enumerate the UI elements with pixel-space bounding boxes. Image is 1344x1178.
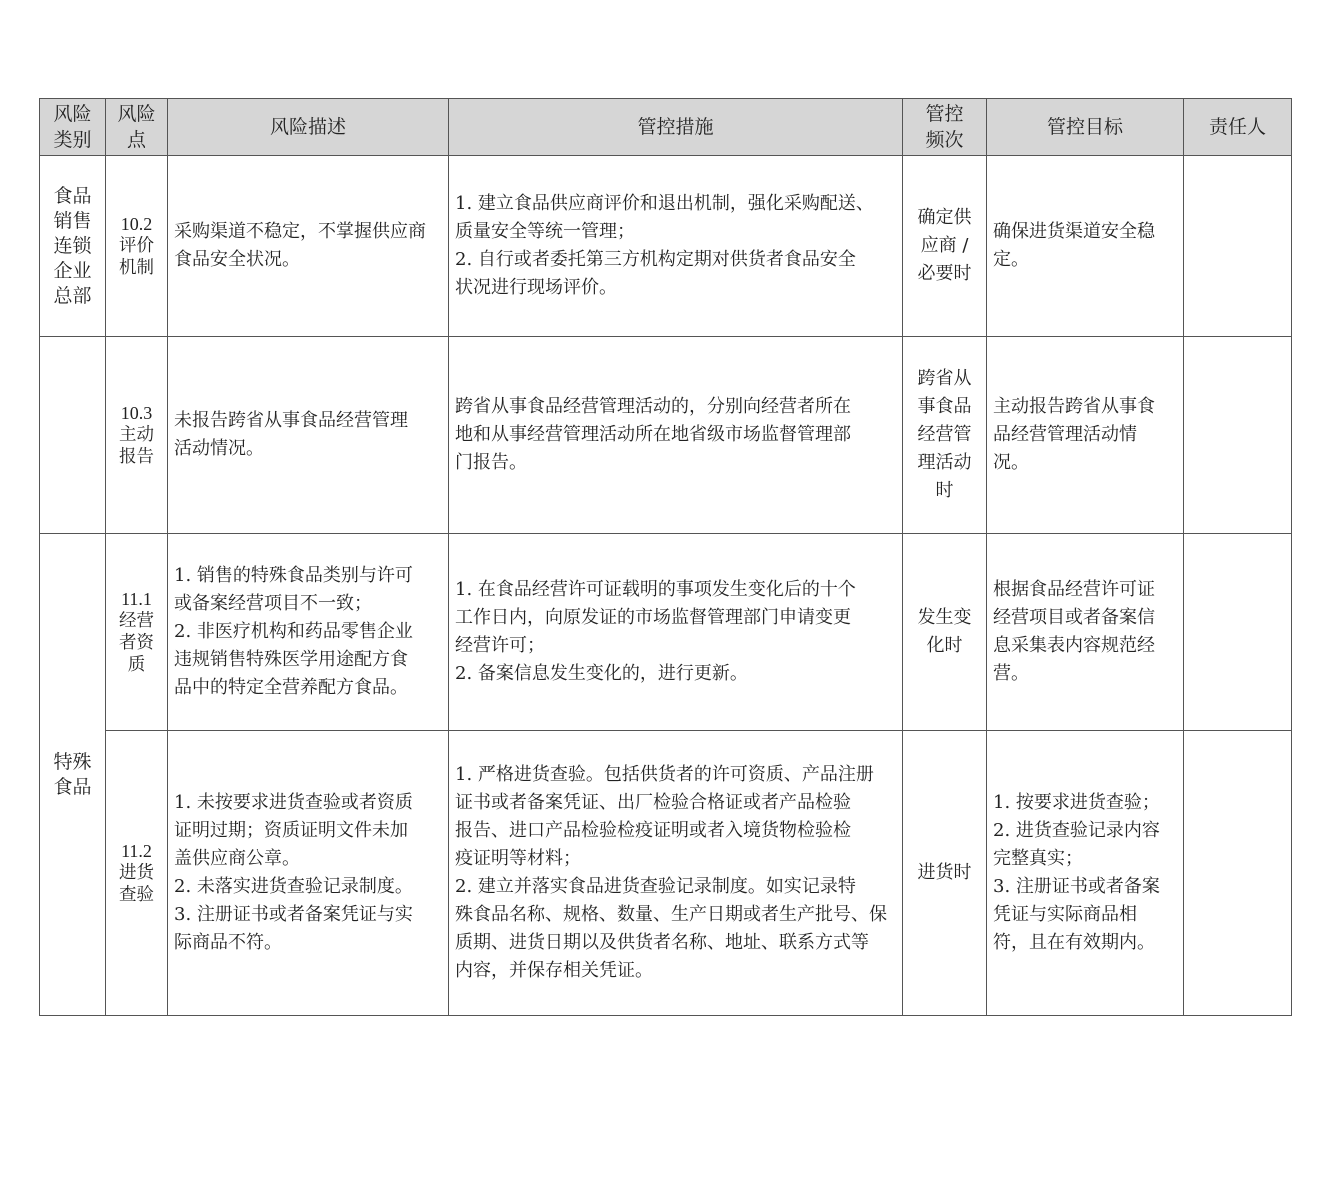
risk-description-cell: 采购渠道不稳定，不掌握供应商 食品安全状况。 (168, 156, 449, 337)
header-control-target: 管控目标 (987, 99, 1184, 156)
risk-category-cell (40, 337, 106, 534)
risk-description-cell: 1. 未按要求进货查验或者资质 证明过期；资质证明文件未加 盖供应商公章。 2. 未落实进货查验记录制度。 3. 注册证书或者备案凭证与实 际商品不符。 (168, 731, 449, 1016)
table-row (40, 731, 1292, 1016)
responsible-person-cell (1184, 534, 1292, 731)
risk-point-cell: 10.3 主动 报告 (106, 337, 168, 534)
risk-point-cell: 10.2 评价 机制 (106, 156, 168, 337)
control-target-cell: 1. 按要求进货查验； 2. 进货查验记录内容 完整真实； 3. 注册证书或者备案 凭证与实际商品相 符，且在有效期内。 (987, 731, 1184, 1016)
table-row (40, 337, 1292, 534)
control-frequency-cell: 跨省从 事食品 经营管 理活动 时 (903, 337, 987, 534)
header-risk-category: 风险 类别 (40, 99, 106, 156)
header-control-measures: 管控措施 (449, 99, 903, 156)
header-row (40, 99, 1292, 156)
risk-description-cell: 未报告跨省从事食品经营管理 活动情况。 (168, 337, 449, 534)
table-row (40, 156, 1292, 337)
risk-control-table (39, 98, 1292, 1016)
control-measures-cell: 1. 严格进货查验。包括供货者的许可资质、产品注册 证书或者备案凭证、出厂检验合格证或者产品检验 报告、进口产品检验检疫证明或者入境货物检验检 疫证明等材料； 2. 建立并落实食品进货查验记录制度。如实记录特 殊食品名称、规格、数量、生产日期或者生产批号、保 质期、进货日期以及供货者名称、地址、联系方式等 内容，并保存相关凭证。 (449, 731, 903, 1016)
header-responsible-person: 责任人 (1184, 99, 1292, 156)
responsible-person-cell (1184, 337, 1292, 534)
control-target-cell: 主动报告跨省从事食 品经营管理活动情 况。 (987, 337, 1184, 534)
control-measures-cell: 1. 建立食品供应商评价和退出机制，强化采购配送、 质量安全等统一管理； 2. 自行或者委托第三方机构定期对供货者食品安全 状况进行现场评价。 (449, 156, 903, 337)
risk-category-cell: 特殊 食品 (40, 534, 106, 1016)
control-frequency-cell: 进货时 (903, 731, 987, 1016)
control-frequency-cell: 确定供 应商 / 必要时 (903, 156, 987, 337)
table-row (40, 534, 1292, 731)
header-risk-point: 风险 点 (106, 99, 168, 156)
control-target-cell: 确保进货渠道安全稳 定。 (987, 156, 1184, 337)
control-target-cell: 根据食品经营许可证 经营项目或者备案信 息采集表内容规范经 营。 (987, 534, 1184, 731)
control-frequency-cell: 发生变 化时 (903, 534, 987, 731)
control-measures-cell: 1. 在食品经营许可证载明的事项发生变化后的十个 工作日内，向原发证的市场监督管理部门申请变更 经营许可； 2. 备案信息发生变化的，进行更新。 (449, 534, 903, 731)
header-control-frequency: 管控 频次 (903, 99, 987, 156)
risk-category-cell: 食品 销售 连锁 企业 总部 (40, 156, 106, 337)
header-risk-description: 风险描述 (168, 99, 449, 156)
responsible-person-cell (1184, 731, 1292, 1016)
risk-point-cell: 11.1 经营 者资 质 (106, 534, 168, 731)
control-measures-cell: 跨省从事食品经营管理活动的，分别向经营者所在 地和从事经营管理活动所在地省级市场监督管理部 门报告。 (449, 337, 903, 534)
responsible-person-cell (1184, 156, 1292, 337)
risk-point-cell: 11.2 进货 查验 (106, 731, 168, 1016)
risk-description-cell: 1. 销售的特殊食品类别与许可 或备案经营项目不一致； 2. 非医疗机构和药品零售企业 违规销售特殊医学用途配方食 品中的特定全营养配方食品。 (168, 534, 449, 731)
